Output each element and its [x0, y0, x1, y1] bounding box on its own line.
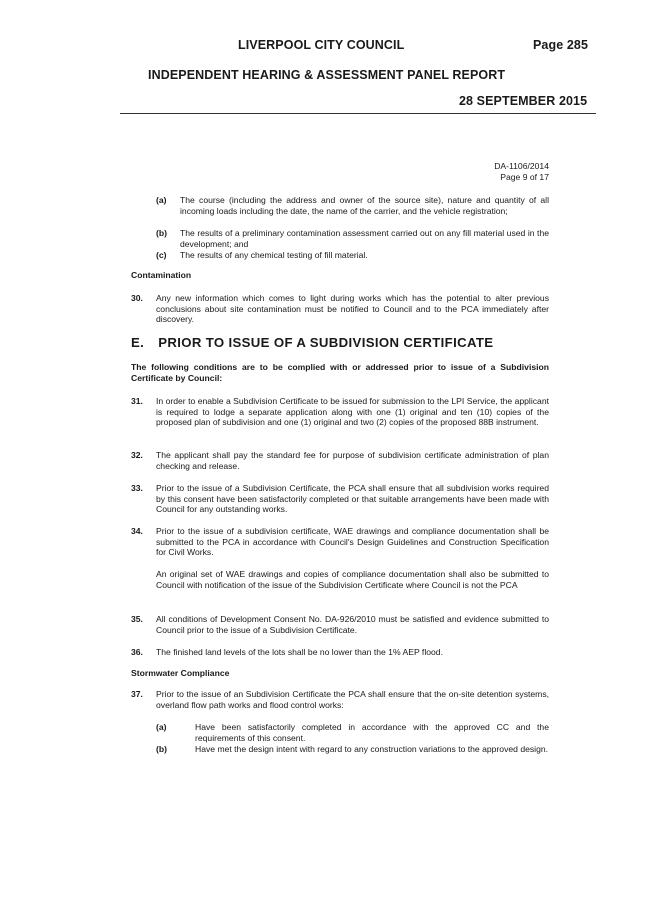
condition-number: 30.	[131, 293, 143, 303]
condition-text: All conditions of Development Consent No. DA-926/2010 must be satisfied and evidence submitted to Council prior to the issue of a Subdivision Certificate.	[156, 614, 549, 635]
doc-ref-block	[494, 161, 549, 182]
report-title: INDEPENDENT HEARING & ASSESSMENT PANEL REPORT	[148, 68, 506, 82]
condition-number: 32.	[131, 450, 143, 460]
list-item-label: (a)	[156, 722, 167, 732]
doc-page: Page 9 of 17	[500, 171, 549, 182]
condition-number: 34.	[131, 526, 143, 536]
condition-text: Prior to the issue of a Subdivision Certificate, the PCA shall ensure that all subdivision works required by this consent have been satisfactorily completed or that suitable arrangements have been made with Council for any outstanding works.	[156, 483, 549, 515]
section-intro: The following conditions are to be complied with or addressed prior to issue of a Subdivision Certificate by Council:	[131, 362, 549, 383]
condition-text: An original set of WAE drawings and copies of compliance documentation shall also be submitted to Council with notification of the issue of the Subdivision Certificate where Council is not the PCA	[156, 569, 549, 590]
list-item-text: The results of a preliminary contamination assessment carried out on any fill material used in the development; and	[180, 228, 549, 249]
condition-text: The finished land levels of the lots shall be no lower than the 1% AEP flood.	[156, 647, 443, 657]
condition-number: 31.	[131, 396, 143, 406]
condition-number: 33.	[131, 483, 143, 493]
list-item-label: (b)	[156, 744, 167, 754]
contamination-heading: Contamination	[131, 270, 192, 280]
list-item-label: (a)	[156, 195, 167, 205]
stormwater-heading: Stormwater Compliance	[131, 668, 230, 678]
council-name: LIVERPOOL CITY COUNCIL	[238, 38, 405, 52]
condition-number: 36.	[131, 647, 143, 657]
section-heading	[131, 335, 493, 350]
doc-number: DA-1106/2014	[494, 161, 549, 171]
condition-text: Prior to the issue of an Subdivision Certificate the PCA shall ensure that the on-site detention systems, overland flow path works and flood control works:	[156, 689, 549, 710]
list-item-text: The course (including the address and owner of the source site), nature and quantity of all incoming loads including the date, the name of the carrier, and the vehicle registration;	[180, 195, 549, 216]
condition-number: 37.	[131, 689, 143, 699]
page-number: Page 285	[533, 38, 589, 52]
list-item-text: Have been satisfactorily completed in accordance with the approved CC and the requirements of this consent.	[195, 722, 549, 743]
condition-text: In order to enable a Subdivision Certificate to be issued for submission to the LPI Service, the applicant is required to lodge a separate application along with one (1) original and ten (10) copies of the proposed plan of subdivision and one (1) original and two (2) copies of the proposed 88B instrument.	[156, 396, 549, 428]
header-divider	[120, 113, 596, 114]
list-item-label: (b)	[156, 228, 167, 238]
list-item-text: The results of any chemical testing of fill material.	[180, 250, 368, 260]
section-title: PRIOR TO ISSUE OF A SUBDIVISION CERTIFICATE	[158, 335, 494, 350]
condition-text: The applicant shall pay the standard fee for purpose of subdivision certificate administration of plan checking and release.	[156, 450, 549, 471]
list-item-label: (c)	[156, 250, 167, 260]
section-letter: E.	[131, 335, 145, 350]
report-date: 28 SEPTEMBER 2015	[459, 94, 588, 108]
list-item-text: Have met the design intent with regard to any construction variations to the approved design.	[195, 744, 549, 754]
condition-number: 35.	[131, 614, 143, 624]
condition-text: Prior to the issue of a subdivision certificate, WAE drawings and compliance documentation shall be submitted to the PCA in accordance with Council's Design Guidelines and Construction Specification for Civil Works.	[156, 526, 549, 558]
condition-text: Any new information which comes to light during works which has the potential to alter previous conclusions about site contamination must be notified to Council and to the PCA immediately after discovery.	[156, 293, 549, 325]
